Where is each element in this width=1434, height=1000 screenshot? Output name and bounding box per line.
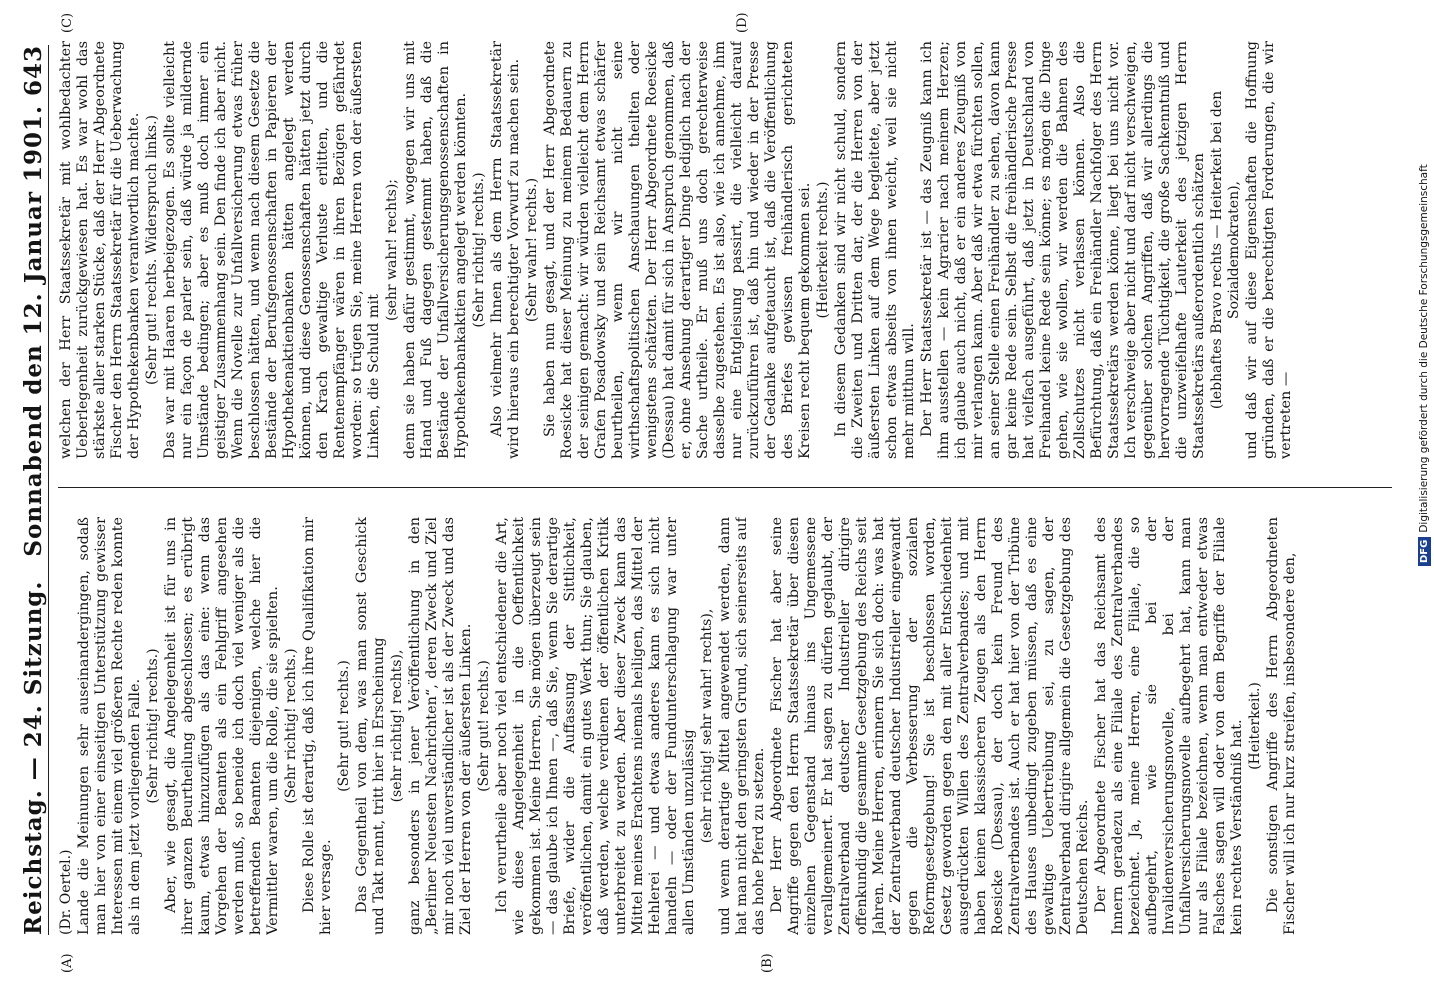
paragraph: Der Herr Abgeordnete Fischer hat aber seine Angriffe gegen den Herrn Staatssekretär über diesen einzelnen Gegenstand hinaus ins Ungemessene verallgemeinert. Er hat sagen zu dürfen geglaubt, der Zentralverband deutscher Industrieller dirigire offenkundig die gesammte Gesetzgebung des Reichs seit Jahren. Meine Herren, erinnern Sie sich doch: was hat der Zentralverband deutscher Industrieller eingewandt gegen die Verbesserung der sozialen Reformgesetzgebung! Sie ist beschlossen worden, Gesetz geworden gegen den mit aller Entschiedenheit ausgedrückten Willen des Zentralverbandes; und mit haben keinen klassischeren Zeugen als den Herrn Roesicke (Dessau), der doch kein Freund des Zentralverbandes ist. Auch er hat hier von der Tribüne des Hauses unbedingt zugeben müssen, daß es eine gewaltige Uebertreibung sei, zu sagen, der Zentralverband dirigire allgemein die Gesetzgebung des Deutschen Reichs. (769, 517, 1091, 935)
paragraph: Das war mit Haaren herbeigezogen. Es sollte vielleicht nur ein façon de parler sein, daß würde ja mildernde Umstände bedingen; aber es muß doch immer ein geistiger Zusammenhang sein. Den finde ich aber nicht. Wenn die Novelle zur Unfallversicherung etwas früher beschlossen hätten, und wenn nach diesem Gesetze die Bestände der Berufsgenossenschaften in Papieren der Hypothekenaktienbanken hätten angelegt werden können, und diese Genossenschaften hätten jetzt durch den Krach gewaltige Verluste erlitten, und die Rentenempfänger wären in ihren Bezügen gefährdet worden: so trügen Sie, meine Herren von der äußersten Linken, die Schuld mit (162, 41, 382, 459)
margin-marker-a: (A) (60, 953, 75, 973)
paragraph: welchen der Herr Staatssekretär mit wohlbedachter Ueberlegenheit zurückgewiesen hat. Es war wohl das stärkste aller starken Stücke, daß der Herr Abgeordnete Fischer den Herrn Staatssekretär für die Ueberwachung der Hypothekenbanken verantwortlich machte. (58, 41, 142, 459)
paragraph: Lande die Meinungen sehr auseinandergingen, sodaß man hier von einer einseitigen Unterstützung gewisser Interessen mit einem viel größeren Rechte reden konnte als in dem jetzt vorliegenden Falle. (76, 517, 143, 935)
paragraph: Der Herr Staatssekretär ist — das Zeugniß kann ich ihm ausstellen — kein Agrarier nach meinem Herzen; ich glaube auch nicht, daß er ein anderes Zeugniß von mir verlangen kann. Aber daß wir etwa fürchten sollen, an seiner Stelle einen Freihändler zu sehen, davon kann gar keine Rede sein. Selbst die freihändlerische Presse hat vielfach ausgeführt, daß jetzt in Deutschland von Freihandel keine Rede sein könne; es mögen die Dinge gehen, wie sie wollen, wir werden die Bahnen des Zollschutzes nicht verlassen können. Also die Befürchtung, daß ein Freihändler Nachfolger des Herrn Staatssekretärs werden könne, liegt bei uns nicht vor. Ich verschweige aber nicht und darf nicht verschweigen, gegenüber solchen Angriffen, daß wir allerdings die hervorragende Tüchtigkeit, die große Sachkenntniß und die unzweifelhafte Lauterkeit des jetzigen Herrn Staatssekretärs außerordentlich schätzen (919, 41, 1207, 459)
interjection: (lebhaftes Bravo rechts — Heiterkeit bei den Sozialdemokraten), (1209, 90, 1242, 410)
interjection: (sehr richtig! sehr wahr! rechts), (699, 608, 715, 844)
column-divider (58, 487, 1392, 488)
margin-marker-b: (B) (760, 953, 775, 973)
interjection: (Sehr richtig! rechts.) (145, 648, 161, 804)
header-session-title: Reichstag. — 24. Sitzung. (20, 580, 47, 935)
interjection: (Heiterkeit.) (1247, 682, 1263, 770)
page-header (14, 45, 49, 935)
interjection: (sehr wahr! rechts); (384, 178, 400, 322)
speaker-label: (Dr. Oertel.) (58, 849, 74, 935)
paragraph: Aber, wie gesagt, die Angelegenheit ist für uns in ihrer ganzen Beurtheilung abgeschlossen; es erübrigt kaum, etwas hinzuzufügen als das eine: wenn das Vorgehen der Beamten als ein Fehlgriff angesehen werden muß, so beneide ich doch viel weniger als die betreffenden Beamten diejenigen, welche hier die Vermittler waren, um die Rolle, die sie spielten. (163, 517, 281, 935)
paragraph: Die sonstigen Angriffe des Herrn Abgeordneten Fischer will ich nur kurz streifen, insbesondere den, (1265, 517, 1298, 935)
digitization-credit-text: Digitalisierung gefördert durch die Deutsche Forschungsgemeinschaft (1418, 164, 1430, 533)
margin-marker-d: (D) (735, 12, 750, 33)
header-date-page-number: Sonnabend den 12. Januar 1901. 643 (20, 45, 47, 557)
paragraph: In diesem Gedanken sind wir nicht schuld, sondern die Zweiten und Dritten dar, der die Herren von der äußersten Linken auf dem Wege begleitete, aber jetzt schon etwas abseits von ihnen weicht, weil sie nicht mehr mitthun will. (833, 41, 917, 459)
digitization-credit-sidebar (1417, 6, 1431, 566)
interjection: (sehr richtig! rechts), (389, 649, 405, 803)
interjection: (Sehr gut! rechts.) (476, 660, 492, 792)
paragraph: ganz besonders in jener Veröffentlichung in den „Berliner Neuesten Nachrichten“, deren Zweck und Ziel mir noch viel unverständlicher ist als der Zweck und das Ziel der Herren von der äußersten Linken. (407, 517, 474, 935)
paragraph: und daß wir auf diese Eigenschaften die Hoffnung gründen, daß er die berechtigten Forderungen, die wir vertreten — (1244, 41, 1294, 459)
interjection: (Sehr gut! rechts. Widerspruch links.) (144, 115, 160, 385)
margin-marker-c: (C) (60, 12, 75, 33)
paragraph: Das Gegentheil von dem, was man sonst Geschick und Takt nennt, tritt hier in Erscheinung (354, 517, 387, 935)
interjection: (Sehr wahr! rechts.) (524, 177, 540, 323)
digitization-credit (1417, 6, 1431, 566)
paragraph: Diese Rolle ist derartig, daß ich ihre Qualifikation mir hier versage. (301, 517, 334, 935)
right-column (58, 41, 1392, 459)
paragraph: Der Abgeordnete Fischer hat das Reichsamt des Innern geradezu als eine Filiale des Zentralverbandes bezeichnet. Ja, meine Herren, eine Filiale, die so aufbegehrt, wie sie bei der Invalidenversicherungsnovelle, bei der Unfallversicherungsnovelle aufbegehrt hat, kann man nur als Filiale bezeichnen, wenn man entweder etwas Falsches sagen will oder von dem Begriffe der Filiale kein rechtes Verständniß hat. (1093, 517, 1245, 935)
interjection: (Sehr gut! rechts.) (336, 660, 352, 792)
paragraph: Ich verurtheile aber noch viel entschiedener die Art, wie diese Angelegenheit in die Oeffentlichkeit gekommen ist. Meine Herren, Sie mögen überzeugt sein — das glaube ich Ihnen —, daß Sie, wenn Sie derartige Briefe, wider die Auffassung der Sittlichkeit, veröffentlichen, damit ein gutes Werk thun; Sie glauben, daß werden, welche verdienen der öffentlichen Kritik unterbreitet zu werden. Aber dieser Zweck kann das Mittel meines Erachtens niemals heiligen, das Mittel der Hehlerei — und etwas anderes kann es sich nicht handeln — oder der Fundunterschlagung war unter allen Umständen unzulässig (494, 517, 697, 935)
paragraph: Sie haben nun gesagt, und der Herr Abgeordnete Roesicke hat dieser Meinung zu meinem Bedauern zu der seinigen gemacht: wir würden vielleicht dem Herrn Grafen Posadowsky und sein Reichsamt etwas schärfer beurtheilen, wenn wir nicht seine wirthschaftspolitischen Anschauungen theilten oder wenigstens schätzten. Der Herr Abgeordnete Roesicke (Dessau) hat damit für sich in Anspruch genommen, daß er, ohne Ansehung derartiger Dinge lediglich nach der Sache urtheile. Er muß uns doch gerechterweise dasselbe zugestehen. Es ist also, wie ich annehme, ihm nur eine Entgleisung passirt, die vielleicht darauf zurückzuführen ist, daß hin und wieder in der Presse der Gedanke aufgetaucht ist, daß die Veröffentlichung des Briefes gewissen freihändlerisch gerichteten Kreisen recht bequem gekommen sei. (542, 41, 813, 459)
paragraph: denn sie haben dafür gestimmt, wogegen wir uns mit Hand und Fuß dagegen gestemmt haben, daß die Bestände der Unfallversicherungsgenossenschaften in Hypothekenbankaktien angelegt werden könnten. (402, 41, 469, 459)
interjection: (Sehr richtig! rechts.) (471, 172, 487, 328)
paragraph: und wenn derartige Mittel angewendet werden, dann hat man nicht den geringsten Grund, sich seinerseits auf das hohe Pferd zu setzen. (717, 517, 767, 935)
dfg-logo-icon: DFG (1418, 537, 1431, 566)
paragraph: Also vielmehr Ihnen als dem Herrn Staatssekretär wird hieraus ein berechtigter Vorwurf zu machen sein. (489, 41, 522, 459)
interjection: (Sehr richtig! rechts.) (283, 648, 299, 804)
left-column (58, 517, 1392, 935)
interjection: (Heiterkeit rechts.) (815, 181, 831, 319)
document-page (0, 5, 1412, 995)
